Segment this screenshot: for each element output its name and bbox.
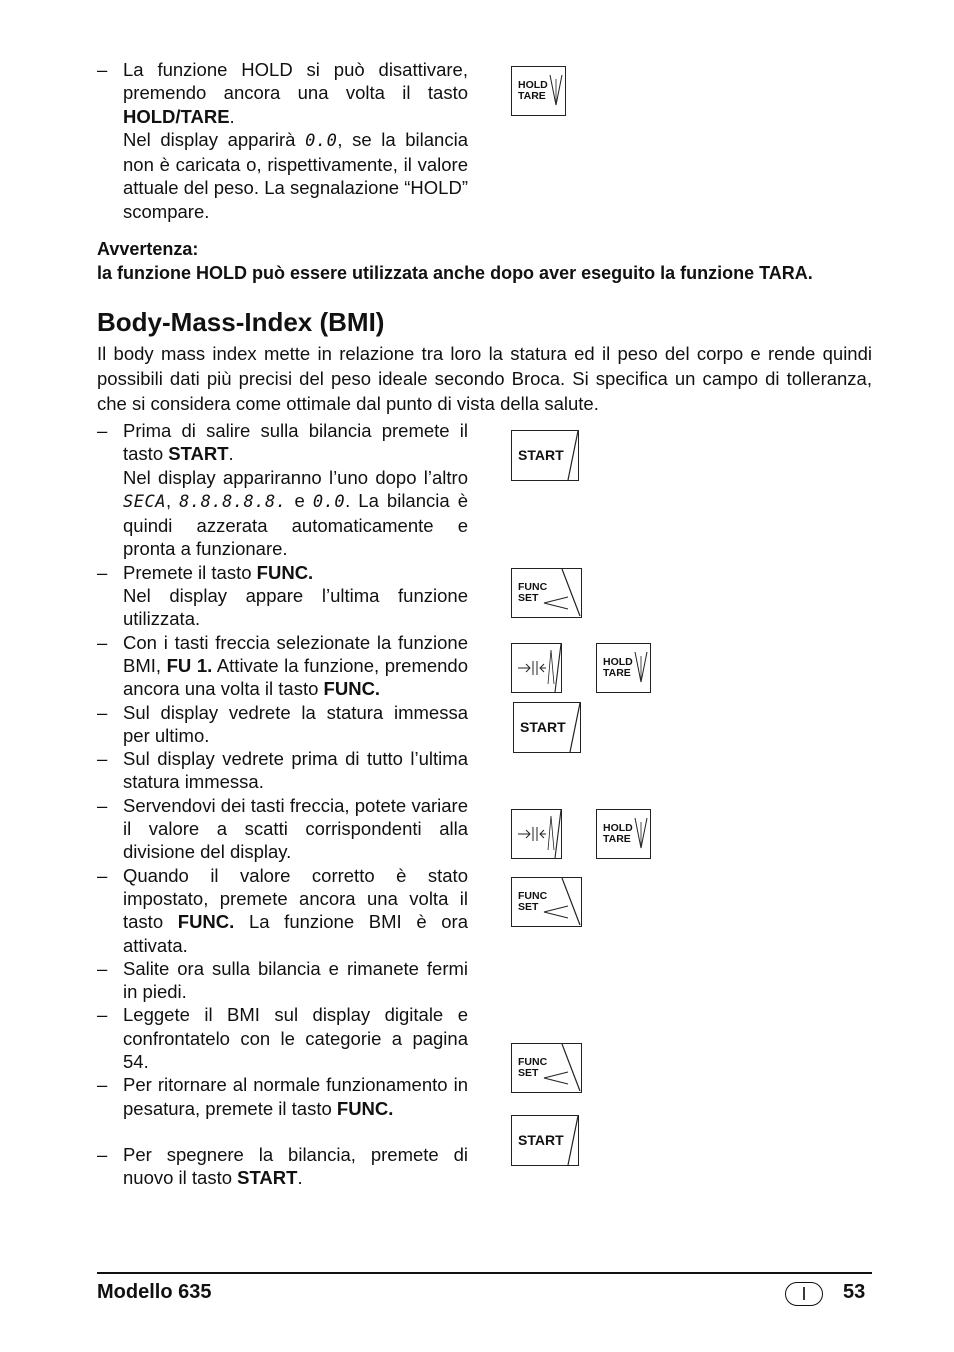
hold-tare-key: HOLD TARE: [511, 66, 566, 116]
arrow-key: [511, 643, 562, 693]
triangle-left-icon: [512, 1044, 581, 1092]
section-intro: Il body mass index mette in relazione tra loro la statura ed il peso del corpo e rende quindi possibili dati più precisi del peso ideale secondo Broca. Si specifica un campo di tolleranza, che si considera come ottimale dal punto di vista della salute.: [97, 343, 872, 415]
start-key: START: [511, 1115, 579, 1166]
step-func: – Premete il tasto FUNC. Nel display appare l’ultima funzione utilizzata.: [97, 561, 468, 630]
step-off: – Per spegnere la bilancia, premete di nuovo il tasto START.: [97, 1143, 468, 1189]
footer-model: Modello 635: [97, 1281, 212, 1303]
section-heading: Body-Mass-Index (BMI): [97, 307, 385, 337]
triangle-down-icon: [597, 644, 650, 692]
step-arrows: – Servendovi dei tasti freccia, potete variare il valore a scatti corrispondenti alla divisione del display.: [97, 794, 468, 863]
step-read: – Leggete il BMI sul display digitale e confrontatelo con le categorie a pagina 54.: [97, 1004, 468, 1073]
step-last-height: – Sul display vedrete prima di tutto l’ultima statura immessa.: [97, 748, 468, 793]
func-set-key: FUNC SET: [511, 877, 582, 927]
display-readout: 0.0: [305, 130, 338, 151]
start-key: START: [513, 702, 581, 753]
arrow-key: [511, 809, 562, 859]
bmi-steps: [97, 419, 468, 1190]
triangle-down-icon: [512, 67, 565, 115]
hold-tare-key: HOLD TARE: [596, 809, 651, 859]
step-start: – Prima di salire sulla bilancia premete il tasto START. Nel display appariranno l’uno dopo l’altro SECA, 8.8.8.8.8. e 0.0. La bilancia è quindi azzerata automaticamente e pronta a funzionare.: [97, 420, 468, 560]
step-stand: – Salite ora sulla bilancia e rimanete fermi in piedi.: [97, 957, 468, 1003]
zero-arrows-icon: [512, 810, 561, 858]
zero-arrows-icon: [512, 644, 561, 692]
step-height: – Sul display vedrete la statura immessa per ultimo.: [97, 701, 468, 746]
func-set-key: FUNC SET: [511, 568, 582, 618]
note-text: la funzione HOLD può essere utilizzata anche dopo aver eseguito la funzione TARA.: [97, 263, 813, 283]
page-number: 53: [843, 1281, 866, 1303]
hold-tare-key: HOLD TARE: [596, 643, 651, 693]
triangle-left-icon: [512, 569, 581, 617]
hold-off-item: – La funzione HOLD si può disattivare, premendo ancora una volta il tasto HOLD/TARE. Nel display apparirà 0.0, se la bilancia non è caricata o, rispettivamente, il valore attuale del peso. La segnalazione “HOLD” scompare.: [97, 59, 468, 222]
start-key: START: [511, 430, 579, 481]
step-return: – Per ritornare al normale funzionamento in pesatura, premete il tasto FUNC.: [97, 1074, 468, 1119]
note-title: Avvertenza:: [97, 239, 199, 259]
func-set-key: FUNC SET: [511, 1043, 582, 1093]
language-badge: I: [785, 1282, 823, 1306]
step-select: – Con i tasti freccia selezionate la funzione BMI, FU 1. Attivate la funzione, premendo ancora una volta il tasto FUNC.: [97, 631, 469, 700]
footer-rule: [97, 1272, 872, 1274]
step-confirm: – Quando il valore corretto è stato impostato, premete ancora una volta il tasto FUNC. La funzione BMI è ora attivata.: [97, 864, 469, 956]
triangle-left-icon: [512, 878, 581, 926]
triangle-down-icon: [597, 810, 650, 858]
